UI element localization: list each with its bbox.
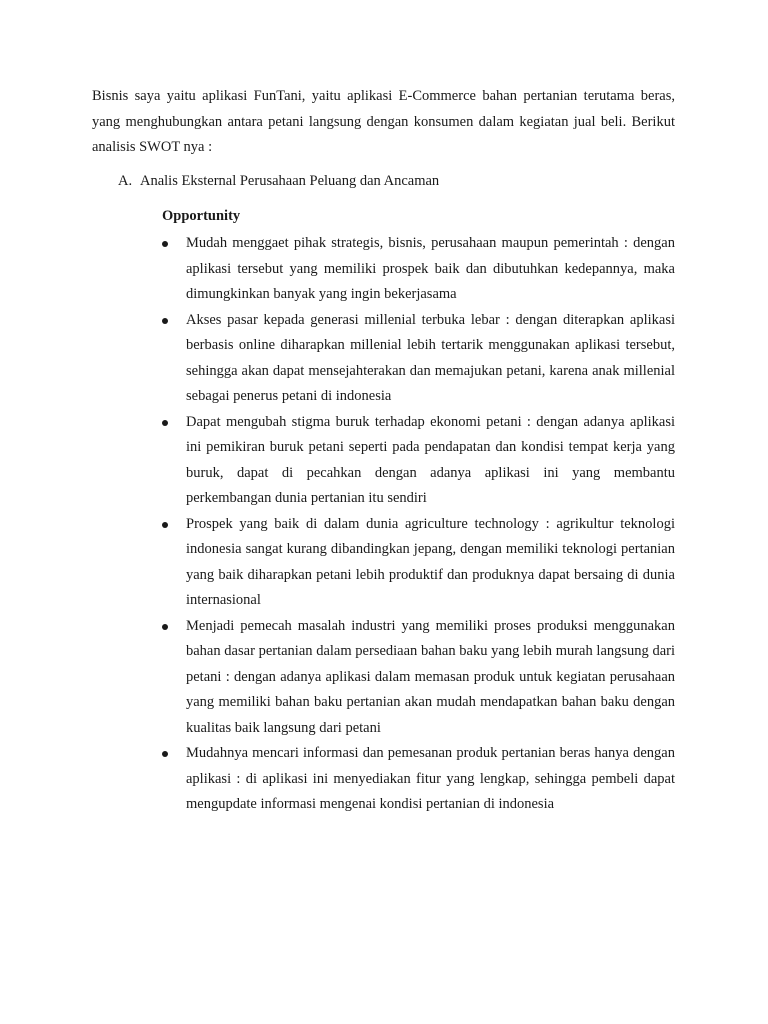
list-item-text: Prospek yang baik di dalam dunia agriculture technology : agrikultur teknologi indonesia sangat kurang dibandingkan jepang, dengan memiliki teknologi pertanian yang baik diharapkan petani lebih produktif dan produknya dapat bersaing di dunia internasional: [186, 515, 675, 608]
list-item: [162, 308, 675, 410]
bullet-icon: [162, 522, 168, 528]
intro-paragraph: Bisnis saya yaitu aplikasi FunTani, yaitu aplikasi E-Commerce bahan pertanian terutama beras, yang menghubungkan antara petani langsung dengan konsumen dalam kegiatan jual beli. Berikut analisis SWOT nya :: [92, 88, 675, 155]
list-item-text: Dapat mengubah stigma buruk terhadap ekonomi petani : dengan adanya aplikasi ini pemikiran buruk petani seperti pada pendapatan dan kondisi tempat kerja yang buruk, dapat di pecahkan dengan adanya aplikasi ini yang membantu perkembangan dunia pertanian itu sendiri: [186, 413, 675, 506]
opportunity-list: [162, 231, 675, 818]
list-item: [162, 231, 675, 308]
opportunity-heading: Opportunity: [162, 208, 241, 224]
bullet-icon: [162, 318, 168, 324]
list-item-text: Mudah menggaet pihak strategis, bisnis, perusahaan maupun pemerintah : dengan aplikasi tersebut yang memiliki prospek baik dan dibutuhkan kedepannya, maka dimungkinkan banyak yang ingin bekerjasama: [186, 235, 675, 302]
section-heading: [118, 169, 439, 195]
bullet-icon: [162, 751, 168, 757]
bullet-icon: [162, 241, 168, 247]
list-item: [162, 614, 675, 742]
list-item-text: Akses pasar kepada generasi millenial terbuka lebar : dengan diterapkan aplikasi berbasis online diharapkan millenial lebih tertarik menggunakan aplikasi tersebut, sehingga akan dapat mensejahterakan dan memajukan petani, karena anak millenial sebagai penerus petani di indonesia: [186, 311, 675, 404]
bullet-icon: [162, 420, 168, 426]
list-item: [162, 741, 675, 818]
list-item: [162, 410, 675, 512]
section-marker: A.: [118, 173, 133, 189]
list-item-text: Mudahnya mencari informasi dan pemesanan produk pertanian beras hanya dengan aplikasi : di aplikasi ini menyediakan fitur yang lengkap, sehingga pembeli dapat mengupdate informasi mengenai kondisi pertanian di indonesia: [186, 745, 675, 812]
bullet-icon: [162, 624, 168, 630]
list-item-text: Menjadi pemecah masalah industri yang memiliki proses produksi menggunakan bahan dasar pertanian dalam persediaan bahan baku yang lebih murah langsung dari petani : dengan adanya aplikasi dalam memasan produk untuk kegiatan perusahaan yang memiliki bahan baku pertanian akan mudah mendapatkan bahan baku dengan kualitas baik langsung dari petani: [186, 617, 675, 736]
list-item: [162, 512, 675, 614]
section-title: Analis Eksternal Perusahaan Peluang dan Ancaman: [140, 173, 440, 189]
